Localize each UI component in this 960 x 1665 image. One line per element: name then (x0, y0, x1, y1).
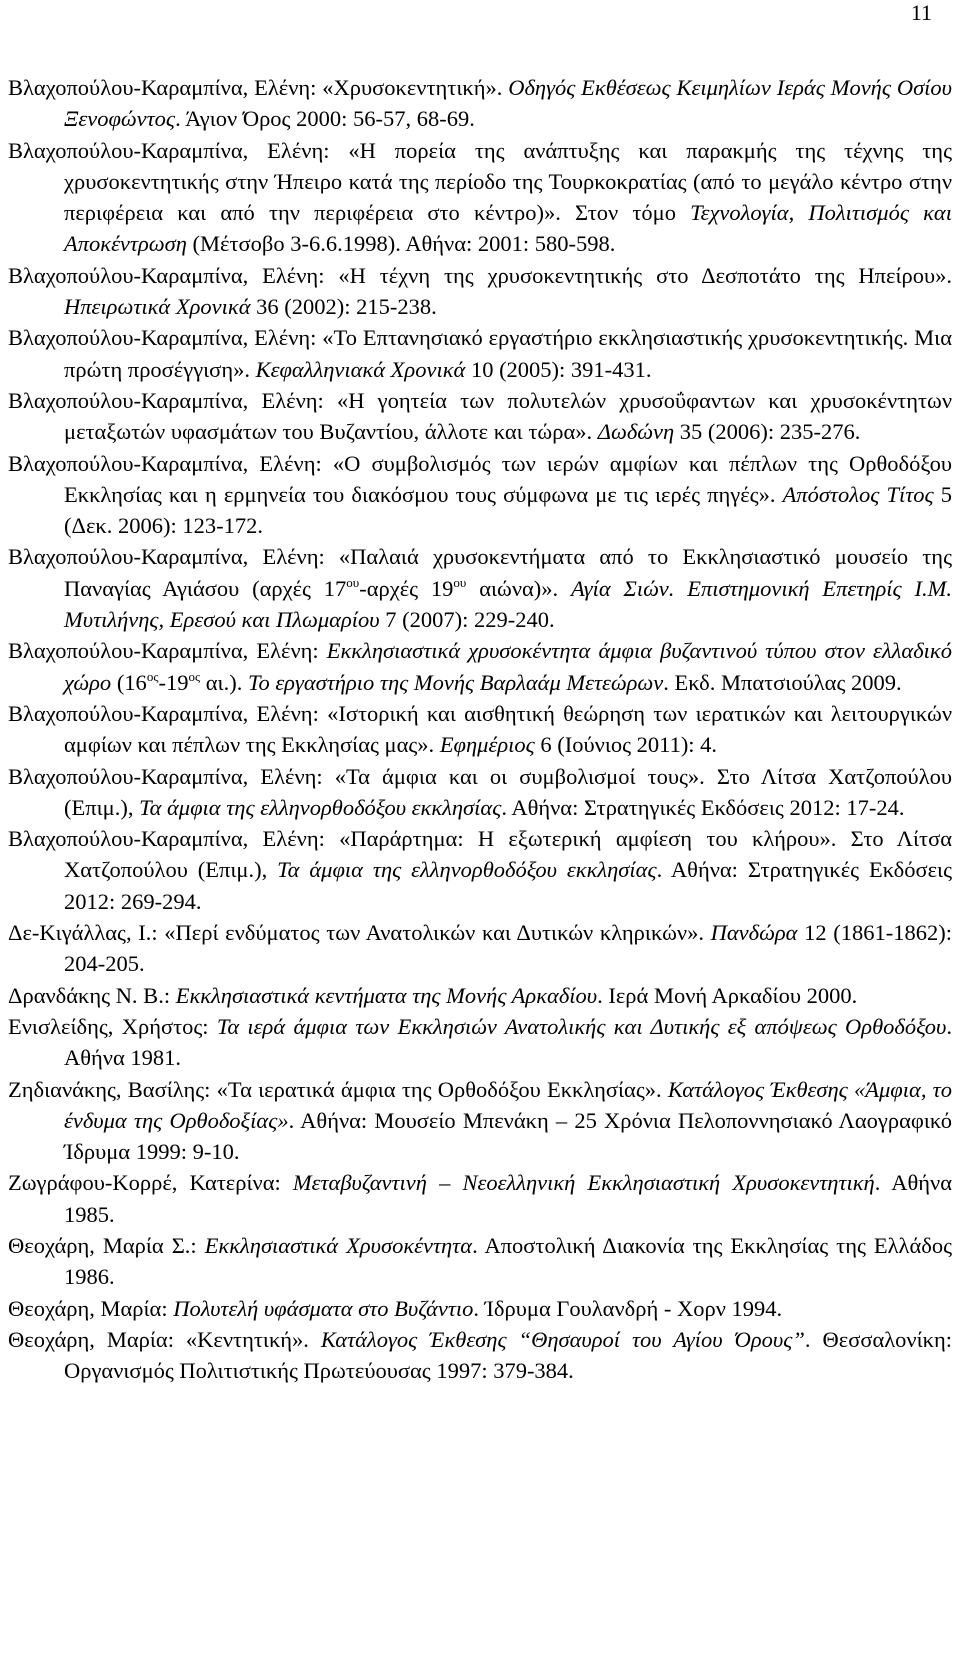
entry-text: (16 (111, 669, 147, 695)
entry-text: Δρανδάκης Ν. Β.: (8, 982, 176, 1008)
entry-title-italic: Κεφαλληνιακά Χρονικά (255, 356, 466, 382)
entry-text: Δε-Κιγάλλας, Ι.: «Περί ενδύματος των Ανατολικών και Δυτικών κληρικών». (8, 920, 711, 946)
entry-title-italic: Εκκλησιαστικά χρυσοκέντητα άμφια βυζαντινού τύπου στον ελλαδικό χώρο (64, 638, 952, 695)
entry-title-italic: Τεχνολογία, Πολιτισμός και Αποκέντρωση (64, 200, 952, 257)
entry-text: αι.). (200, 669, 248, 695)
entry-text: . Αθήνα: Στρατηγικές Εκδόσεις 2012: 269-294. (64, 857, 952, 914)
entry-title-italic: Ηπειρωτικά Χρονικά (64, 294, 251, 320)
bibliography-entry (8, 1167, 952, 1230)
entry-title-italic: Τα άμφια της ελληνορθοδόξου εκκλησίας (277, 857, 657, 883)
entry-text: 10 (2005): 391-431. (465, 356, 652, 382)
entry-text: . Αθήνα 1985. (64, 1170, 952, 1227)
entry-title-italic: Πολυτελή υφάσματα στο Βυζάντιο (173, 1295, 474, 1321)
entry-text: 36 (2002): 215-238. (250, 294, 437, 320)
bibliography-entry (8, 541, 952, 635)
entry-text: (Μέτσοβο 3-6.6.1998). Αθήνα: 2001: 580-598. (186, 231, 616, 257)
entry-text: Ζηδιανάκης, Βασίλης: «Τα ιερατικά άμφια της Ορθοδόξου Εκκλησίας». (8, 1076, 668, 1102)
entry-text: 12 (1861-1862): 204-205. (64, 920, 952, 977)
bibliography-entry (8, 1293, 952, 1324)
entry-text: 35 (2006): 235-276. (674, 419, 861, 445)
entry-title-italic: Οδηγός Εκθέσεως Κειμηλίων Ιεράς Μονής Οσίου Ξενοφώντος (64, 75, 952, 132)
bibliography-entry (8, 1011, 952, 1074)
entry-text: . Άγιον Όρος 2000: 56-57, 68-69. (175, 106, 475, 132)
entry-title-italic: Τα ιερά άμφια των Εκκλησιών Ανατολικής και Δυτικής εξ απόψεως Ορθοδόξου (216, 1013, 947, 1039)
entry-title-italic: Εκκλησιαστικά κεντήματα της Μονής Αρκαδίου (175, 982, 598, 1008)
entry-superscript: ου (346, 574, 360, 590)
entry-title-italic: Εκκλησιαστικά Χρυσοκέντητα (204, 1232, 473, 1258)
entry-superscript: ου (453, 574, 467, 590)
entry-title-italic: Αγία Σιών. Επιστημονική Επετηρίς Ι.Μ. Μυτιλήνης, Ερεσού και Πλωμαρίου (64, 575, 952, 633)
entry-title-italic: Εφημέριος (439, 732, 535, 758)
entry-text: Βλαχοπούλου-Καραμπίνα, Ελένη: «Χρυσοκεντητική». (8, 75, 509, 100)
bibliography-entry (8, 72, 952, 135)
entry-text: Ζωγράφου-Κορρέ, Κατερίνα: (8, 1170, 293, 1196)
entry-superscript: ος (146, 668, 159, 684)
entry-title-italic: Απόστολος Τίτος (782, 481, 934, 507)
entry-title-italic: Μεταβυζαντινή – Νεοελληνική Εκκλησιαστική Χρυσοκεντητική (292, 1170, 875, 1196)
entry-text: . Αθήνα 1981. (64, 1013, 952, 1071)
entry-text: Βλαχοπούλου-Καραμπίνα, Ελένη: «Ιστορική και αισθητική θεώρηση των ιερατικών και λειτουργικών αμφίων και πέπλων της Εκκλησίας μας». (8, 700, 952, 758)
entry-text: Βλαχοπούλου-Καραμπίνα, Ελένη: «Το Επτανησιακό εργαστήριο εκκλησιαστικής χρυσοκεντητικής. Μια πρώτη προσέγγιση». (8, 325, 952, 382)
bibliography-entry (8, 761, 952, 824)
entry-title-italic: Δωδώνη (597, 419, 675, 445)
bibliography-entry (8, 322, 952, 385)
bibliography-entry (8, 823, 952, 917)
entry-text: . Θεσσαλονίκη: Οργανισμός Πολιτιστικής Πρωτεύουσας 1997: 379-384. (64, 1326, 952, 1384)
entry-text: Βλαχοπούλου-Καραμπίνα, Ελένη: «Παλαιά χρυσοκεντήματα από το Εκκλησιαστικό μουσείο της Παναγίας Αγιάσου (αρχές 17 (8, 544, 952, 601)
entry-title-italic: Κατάλογος Έκθεσης “Θησαυροί του Αγίου Όρους” (320, 1326, 805, 1352)
entry-text: Θεοχάρη, Μαρία: «Κεντητική». (8, 1326, 321, 1352)
bibliography-entry (8, 260, 952, 323)
entry-text: Ενισλείδης, Χρήστος: (8, 1013, 217, 1039)
bibliography-entry (8, 135, 952, 260)
entry-text: . Ίδρυμα Γουλανδρή - Χορν 1994. (473, 1295, 783, 1321)
entry-superscript: ος (188, 668, 201, 684)
entry-text: Βλαχοπούλου-Καραμπίνα, Ελένη: «Η πορεία της ανάπτυξης και παρακμής της τέχνης της χρυσοκεντητικής στην Ήπειρο κατά της περίοδο της Τουρκοκρατίας (από το μεγάλο κέντρο στην περιφέρεια και από την περιφέρεια στο κέντρο)». Στον τόμο (8, 137, 952, 226)
bibliography-entry (8, 385, 952, 448)
entry-text: Βλαχοπούλου-Καραμπίνα, Ελένη: «Ο συμβολισμός των ιερών αμφίων και πέπλων της Ορθοδόξου Εκκλησίας και η ερμηνεία του διακόσμου τους σύμφωνα με τις ιερές πηγές». (8, 450, 952, 507)
bibliography-entry (8, 980, 952, 1011)
entry-text: αιώνα)». (466, 575, 571, 601)
bibliography-entry (8, 448, 952, 542)
entry-text: Βλαχοπούλου-Καραμπίνα, Ελένη: «Τα άμφια και οι συμβολισμοί τους». Στο Λίτσα Χατζοπούλου (Επιμ.), (8, 763, 952, 820)
bibliography-entry (8, 1230, 952, 1293)
entry-text: -19 (158, 669, 189, 695)
entry-text: . Αθήνα: Στρατηγικές Εκδόσεις 2012: 17-24. (501, 794, 905, 820)
entry-text: Θεοχάρη, Μαρία: (8, 1295, 174, 1321)
entry-text: -αρχές 19 (359, 575, 454, 601)
entry-text: . Αποστολική Διακονία της Εκκλησίας της Ελλάδος 1986. (64, 1232, 953, 1290)
entry-title-italic: Τα άμφια της ελληνορθοδόξου εκκλησίας (139, 794, 502, 820)
entry-text: Βλαχοπούλου-Καραμπίνα, Ελένη: (8, 638, 327, 664)
entry-text: Βλαχοπούλου-Καραμπίνα, Ελένη: «Παράρτημα: Η εξωτερική αμφίεση του κλήρου». Στο Λίτσα Χατζοπούλου (Επιμ.), (8, 826, 952, 883)
entry-text: 6 (Ιούνιος 2011): 4. (534, 732, 718, 758)
page-number: 11 (910, 0, 932, 25)
entry-text: Βλαχοπούλου-Καραμπίνα, Ελένη: «Η γοητεία των πολυτελών χρυσοΰφαντων και χρυσοκέντητων μεταξωτών υφασμάτων του Βυζαντίου, άλλοτε και τώρα». (8, 387, 952, 445)
entry-text: . Αθήνα: Μουσείο Μπενάκη – 25 Χρόνια Πελοποννησιακό Λαογραφικό Ίδρυμα 1999: 9-10. (64, 1107, 952, 1165)
entry-title-italic: Το εργαστήριο της Μονής Βαρλαάμ Μετεώρων (247, 669, 664, 695)
entry-text: 7 (2007): 229-240. (379, 607, 555, 633)
entry-title-italic: Πανδώρα (710, 920, 798, 946)
bibliography-entry (8, 698, 952, 761)
bibliography-list (8, 72, 952, 1386)
entry-text: 5 (Δεκ. 2006): 123-172. (64, 481, 953, 539)
entry-text: . Ιερά Μονή Αρκαδίου 2000. (597, 982, 858, 1008)
bibliography-entry (8, 635, 952, 698)
bibliography-entry (8, 917, 952, 980)
bibliography-entry (8, 1074, 952, 1168)
bibliography-entry (8, 1324, 952, 1387)
entry-text: Θεοχάρη, Μαρία Σ.: (8, 1232, 205, 1258)
entry-text: . Εκδ. Μπατσιούλας 2009. (663, 669, 902, 695)
entry-title-italic: Κατάλογος Έκθεσης «Άμφια, το ένδυμα της Ορθοδοξίας» (64, 1076, 952, 1133)
entry-text: Βλαχοπούλου-Καραμπίνα, Ελένη: «Η τέχνη της χρυσοκεντητικής στο Δεσποτάτο της Ηπείρου». (8, 262, 952, 288)
